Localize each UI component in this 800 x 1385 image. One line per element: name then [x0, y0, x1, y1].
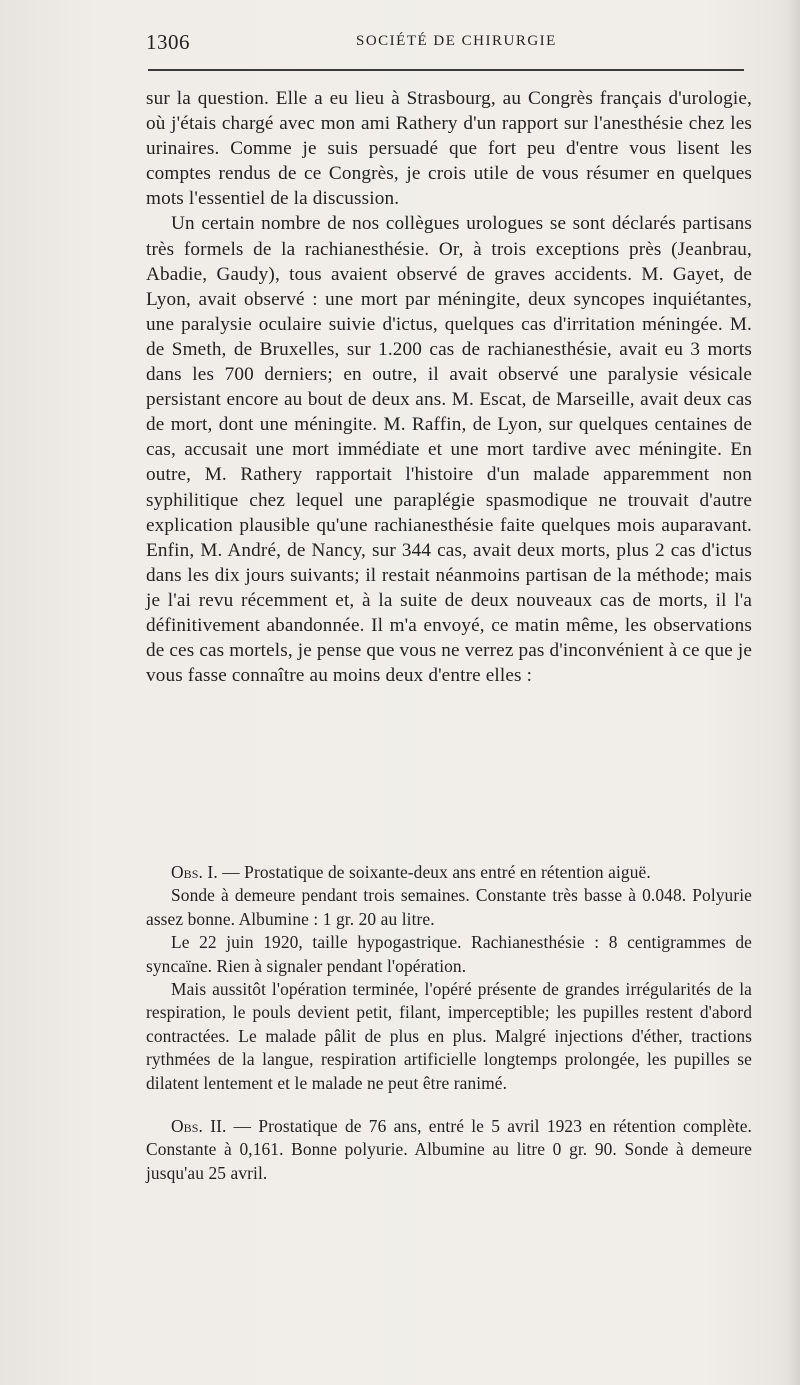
observation-1-paragraph-3: Le 22 juin 1920, taille hypogastrique. Rachianesthésie : 8 centigrammes de syncaïne. Rien à signaler pendant l'opération.	[146, 932, 752, 976]
page-number: 1306	[146, 30, 190, 54]
running-head: SOCIÉTÉ DE CHIRURGIE	[356, 33, 557, 49]
observation-1-label: Obs. I.	[171, 862, 218, 882]
main-text	[146, 86, 752, 688]
paragraph-2: Un certain nombre de nos collègues urologues se sont déclarés partisans très formels de la rachianesthésie. Or, à trois exceptions près (Jeanbrau, Abadie, Gaudy), tous avaient observé de graves accidents. M. Gayet, de Lyon, avait observé : une mort par méningite, deux syncopes inquiétantes, une paralysie oculaire suivie d'ictus, quelques cas d'irritation méningée. M. de Smeth, de Bruxelles, sur 1.200 cas de rachianesthésie, avait eu 3 morts dans les 700 derniers; en outre, il avait observé une paralysie vésicale persistant encore au bout de deux ans. M. Escat, de Marseille, avait deux cas de mort, dont une méningite. M. Raffin, de Lyon, sur quelques centaines de cas, accusait une mort immédiate et une mort tardive avec méningite. En outre, M. Rathery rapportait l'histoire d'un malade apparemment non syphilitique chez lequel une paraplégie spasmodique ne trouvait d'autre explication plausible qu'une rachianesthésie faite quelques mois auparavant. Enfin, M. André, de Nancy, sur 344 cas, avait deux morts, plus 2 cas d'ictus dans les dix jours suivants; il restait néanmoins partisan de la méthode; mais je l'ai revu récemment et, à la suite de deux nouveaux cas de morts, il l'a définitivement abandonnée. Il m'a envoyé, ce matin même, les observations de ces cas mortels, je pense que vous ne verrez pas d'inconvénient à ce que je vous fasse connaître au moins deux d'entre elles :	[146, 213, 752, 687]
observations	[146, 861, 752, 1185]
observation-2-label: Obs. II.	[171, 1116, 227, 1137]
observation-2-intro	[146, 1115, 752, 1185]
observation-1-intro	[146, 861, 752, 884]
header-rule	[148, 69, 744, 71]
observation-1-text: — Prostatique de soixante-deux ans entré en rétention aiguë.	[217, 862, 651, 882]
spacer	[146, 1095, 752, 1115]
page-header	[146, 30, 746, 60]
observation-2-text: — Prostatique de 76 ans, entré le 5 avril 1923 en rétention complète. Constante à 0,161. Bonne polyurie. Albumine au litre 0 gr. 90. Sonde à demeure jusqu'au 25 avril.	[146, 1116, 752, 1183]
page-edge-shadow	[786, 0, 800, 1385]
observation-1-paragraph-2: Sonde à demeure pendant trois semaines. Constante très basse à 0.048. Polyurie assez bonne. Albumine : 1 gr. 20 au litre.	[146, 885, 752, 929]
observation-1-paragraph-4: Mais aussitôt l'opération terminée, l'opéré présente de grandes irrégularités de la respiration, le pouls devient petit, filant, imperceptible; les pupilles restent d'abord contractées. Le malade pâlit de plus en plus. Malgré injections d'éther, tractions rythmées de la langue, respiration artificielle longtemps prolongée, les pupilles se dilatent lentement et le malade ne peut être ranimé.	[146, 979, 752, 1093]
paragraph-1: sur la question. Elle a eu lieu à Strasbourg, au Congrès français d'urologie, où j'étais chargé avec mon ami Rathery d'un rapport sur l'anesthésie chez les urinaires. Comme je suis persuadé que fort peu d'entre vous lisent les comptes rendus de ce Congrès, je crois utile de vous résumer en quelques mots l'essentiel de la discussion.	[146, 88, 752, 210]
